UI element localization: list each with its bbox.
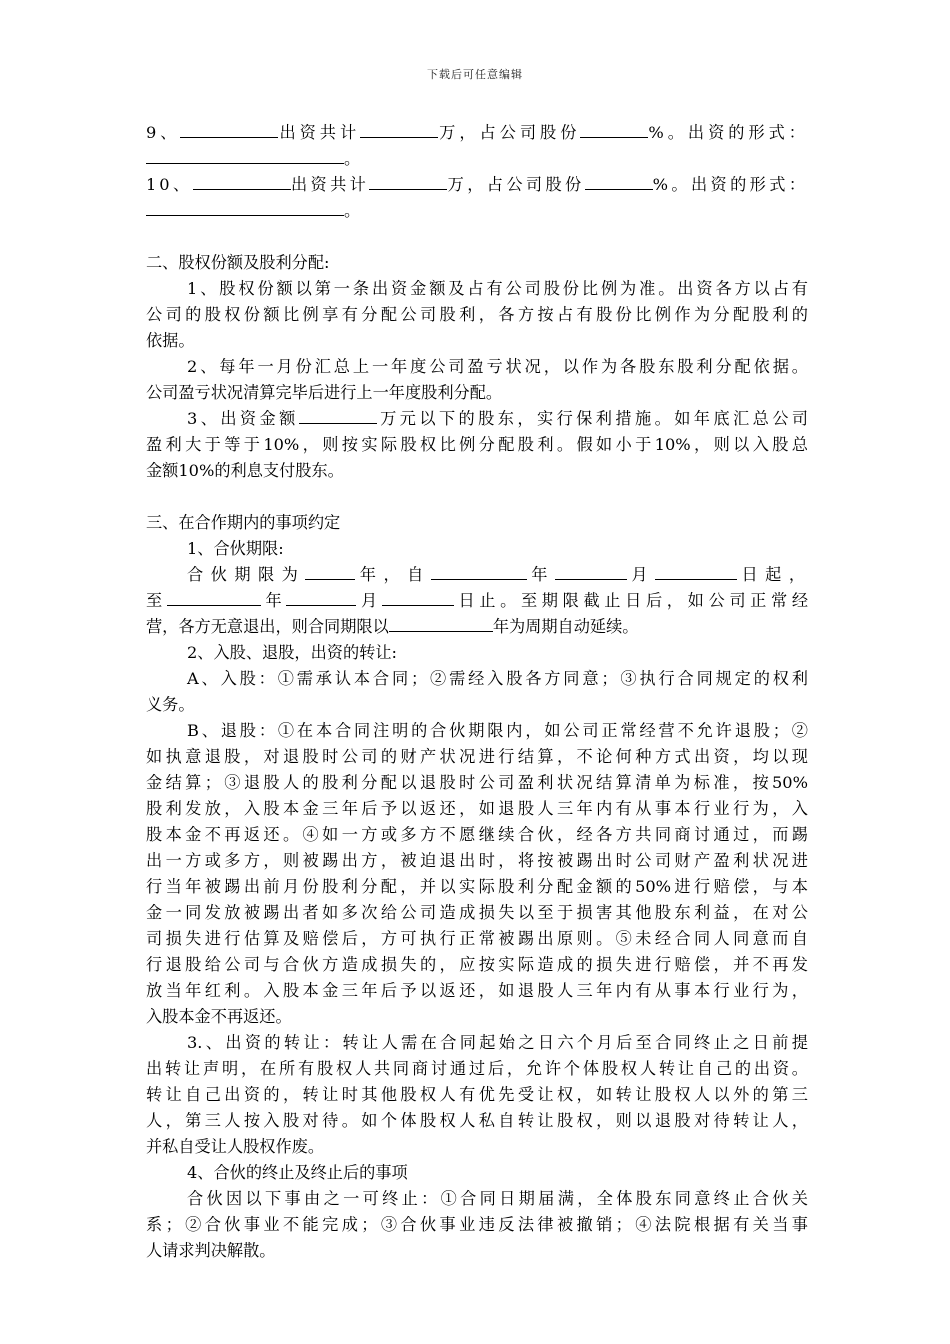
sec2-p1-line: 公司的股权份额比例享有分配公司股利，各方按占有股份比例作为分配股利的 xyxy=(146,305,808,324)
sec2-p3-line: 盈利大于等于10%，则按实际股权比例分配股利。假如小于10%，则以入股总 xyxy=(146,435,808,454)
clause-b-line: 行退股给公司与合伙方造成损失的，应按实际造成的损失进行赔偿，并不再发 xyxy=(146,955,808,974)
sec2-p3-line1 xyxy=(146,406,808,432)
row-9-amount-blank xyxy=(360,120,438,138)
sec3-sub2-title: 2、入股、退股，出资的转让: xyxy=(187,643,398,662)
row-10-end: 。 xyxy=(344,201,361,220)
document-body xyxy=(146,120,808,1264)
term-end-year-blank xyxy=(167,588,261,606)
row-9-number: 9、 xyxy=(146,123,181,142)
sec2-p2-line: 公司盈亏状况清算完毕后进行上一年度股利分配。 xyxy=(146,383,503,402)
term3-label-a: 营，各方无意退出，则合同期限以 xyxy=(146,617,389,636)
clause-b-line: 出一方或多方，则被踢出方，被迫退出时，将按被踢出时公司财产盈利状况进 xyxy=(146,851,808,870)
term-label-a: 合伙期限为 xyxy=(187,565,306,584)
row-9-label-c: %。出资的形式： xyxy=(648,123,808,142)
row-9-label-a: 出资共计 xyxy=(278,123,361,142)
row-10-label-b: 万，占公司股份 xyxy=(447,175,585,194)
term-period-blank xyxy=(389,614,493,632)
sec2-p1-line: 1、股权份额以第一条出资金额及占有公司股份比例为准。出资各方以占有 xyxy=(187,279,808,298)
term2-label-a: 至 xyxy=(146,591,167,610)
row-10-label-c: %。出资的形式： xyxy=(652,175,809,194)
row-10-amount-blank xyxy=(369,172,447,190)
clause-b-line: 入股本金不再返还。 xyxy=(146,1007,292,1026)
term-label-e: 日起， xyxy=(737,565,809,584)
row-9-end: 。 xyxy=(344,149,361,168)
clause-a-line: 义务。 xyxy=(146,695,195,714)
sec2-p1-line: 依据。 xyxy=(146,331,195,350)
sec2-p3-amount-blank xyxy=(299,406,377,424)
row-10-label-a: 出资共计 xyxy=(290,175,370,194)
term-start-day-blank xyxy=(655,562,737,580)
clause-3-line: 人，第三人按入股对待。如个体股权人私自转让股权，则以退股对待转让人， xyxy=(146,1111,808,1130)
term-start-month-blank xyxy=(555,562,627,580)
sec2-p3-label-b: 万元以下的股东，实行保利措施。如年底汇总公司 xyxy=(376,409,808,428)
row-10-line1 xyxy=(146,172,808,198)
row-9-line2 xyxy=(146,146,808,172)
row-9-percent-blank xyxy=(580,120,648,138)
section-3-title: 三、在合作期内的事项约定 xyxy=(146,513,341,532)
term2-label-c: 月 xyxy=(356,591,382,610)
clause-b-line: 股本金不再返还。④如一方或多方不愿继续合伙，经各方共同商讨通过，而踢 xyxy=(146,825,808,844)
clause-3-line: 并私自受让人股权作废。 xyxy=(146,1137,325,1156)
clause-b-line: 如执意退股，对退股时公司的财产状况进行结算，不论何种方式出资，均以现 xyxy=(146,747,808,766)
clause-4-line: 合伙因以下事由之一可终止：①合同日期届满，全体股东同意终止合伙关 xyxy=(187,1189,808,1208)
clause-3-line: 3.、出资的转让：转让人需在合同起始之日六个月后至合同终止之日前提 xyxy=(187,1033,808,1052)
clause-4-line: 系；②合伙事业不能完成；③合伙事业违反法律被撤销；④法院根据有关当事 xyxy=(146,1215,808,1234)
clause-b-line: 金结算；③退股人的股利分配以退股时公司盈利状况结算清单为标准，按50% xyxy=(146,773,808,792)
term-line1 xyxy=(146,562,808,588)
term-label-d: 月 xyxy=(626,565,656,584)
clause-4-line: 人请求判决解散。 xyxy=(146,1241,276,1260)
page-header: 下载后可任意编辑 xyxy=(427,68,523,81)
row-10-percent-blank xyxy=(585,172,653,190)
sec2-p3-label-a: 3、出资金额 xyxy=(187,409,299,428)
term-label-c: 年 xyxy=(526,565,555,584)
clause-3-line: 出转让声明，在所有股权人共同商讨通过后，允许个体股权人转让自己的出资。 xyxy=(146,1059,808,1078)
term2-label-d: 日止。至期限截止日后，如公司正常经 xyxy=(453,591,809,610)
clause-3-line: 转让自己出资的，转让时其他股权人有优先受让权，如转让股权人以外的第三 xyxy=(146,1085,808,1104)
term-end-month-blank xyxy=(286,588,356,606)
term-line2 xyxy=(146,588,808,614)
row-9-name-blank xyxy=(180,120,278,138)
sec3-sub4-title: 4、合伙的终止及终止后的事项 xyxy=(187,1163,408,1182)
clause-b-line: 司损失进行估算及赔偿后，方可执行正常被踢出原则。⑤未经合同人同意而自 xyxy=(146,929,808,948)
clause-b-line: 股利发放，入股本金三年后予以返还，如退股人三年内有从事本行业行为，入 xyxy=(146,799,808,818)
row-10-number: 10、 xyxy=(146,175,193,194)
row-10-form-blank xyxy=(146,198,344,216)
term3-label-b: 年为周期自动延续。 xyxy=(492,617,639,636)
row-9-line1 xyxy=(146,120,808,146)
row-10-line2 xyxy=(146,198,808,224)
term-start-year-blank xyxy=(431,562,527,580)
clause-b-line: 行当年被踢出前月份股利分配，并以实际股利分配金额的50%进行赔偿，与本 xyxy=(146,877,808,896)
term-years-blank xyxy=(305,562,355,580)
term-line3 xyxy=(146,614,808,640)
clause-b-line: 放当年红利。入股本金三年后予以返还，如退股人三年内有从事本行业行为， xyxy=(146,981,808,1000)
term-label-b: 年，自 xyxy=(355,565,431,584)
sec3-sub1-title: 1、合伙期限: xyxy=(187,539,284,558)
section-2-title: 二、股权份额及股利分配: xyxy=(146,253,330,272)
clause-a-line: A、入股：①需承认本合同；②需经入股各方同意；③执行合同规定的权利 xyxy=(187,669,808,688)
row-9-label-b: 万，占公司股份 xyxy=(438,123,581,142)
clause-b-line: 金一同发放被踢出者如多次给公司造成损失以至于损害其他股东利益，在对公 xyxy=(146,903,808,922)
term2-label-b: 年 xyxy=(260,591,287,610)
term-end-day-blank xyxy=(382,588,454,606)
sec2-p3-line: 金额10%的利息支付股东。 xyxy=(146,461,344,480)
row-9-form-blank xyxy=(146,146,344,164)
sec2-p2-line: 2、每年一月份汇总上一年度公司盈亏状况，以作为各股东股利分配依据。 xyxy=(187,357,808,376)
row-10-name-blank xyxy=(193,172,291,190)
clause-b-line: B、退股：①在本合同注明的合伙期限内，如公司正常经营不允许退股；② xyxy=(187,721,808,740)
